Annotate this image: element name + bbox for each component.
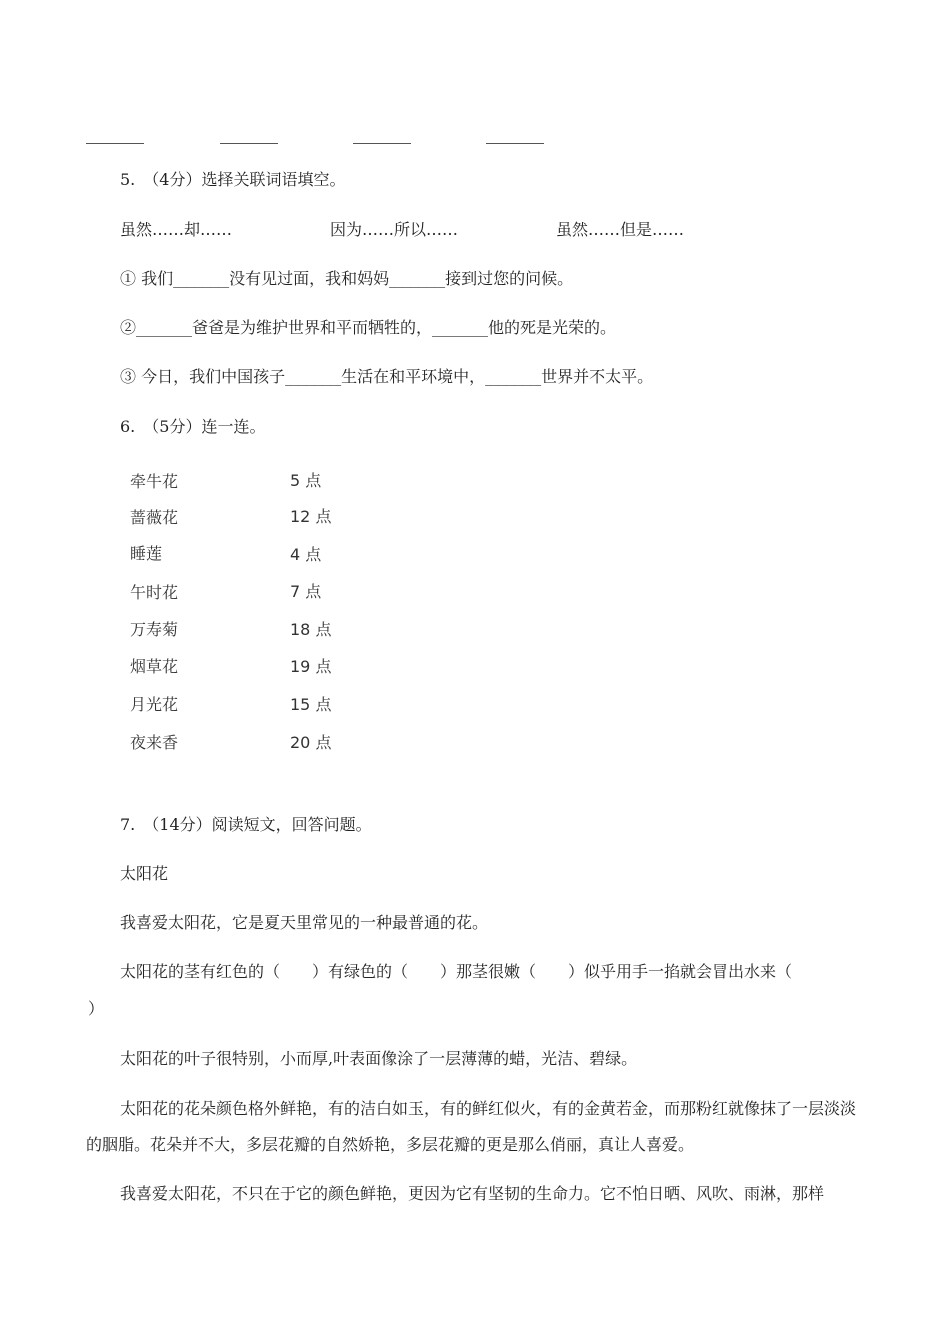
flower-item: 月光花 — [130, 695, 179, 714]
time-item: 5 点 — [290, 471, 322, 490]
answer-blank-3 — [353, 143, 411, 144]
time-item: 12 点 — [290, 507, 332, 526]
q5-sentence-3: ③ 今日，我们中国孩子_______生活在和平环境中，_______世界并不太平。 — [120, 367, 654, 386]
q5-option-1: 虽然……却…… — [120, 220, 233, 239]
passage-paragraph-2: 太阳花的茎有红色的（ ）有绿色的（ ）那茎很嫩（ ）似乎用手一掐就会冒出水来（ — [120, 962, 793, 981]
flower-item: 牵牛花 — [130, 472, 179, 491]
q5-option-3: 虽然……但是…… — [556, 220, 685, 239]
q5-sentence-1: ① 我们_______没有见过面，我和妈妈_______接到过您的问候。 — [120, 269, 574, 288]
passage-paragraph-3: 太阳花的叶子很特别，小而厚,叶表面像涂了一层薄薄的蜡，光洁、碧绿。 — [120, 1049, 638, 1068]
passage-title: 太阳花 — [120, 864, 169, 883]
time-item: 20 点 — [290, 733, 332, 752]
passage-paragraph-1: 我喜爱太阳花，它是夏天里常见的一种最普通的花。 — [120, 913, 489, 932]
passage-paragraph-2-cont: ） — [88, 999, 105, 1018]
answer-blank-4 — [486, 143, 544, 144]
passage-paragraph-5: 我喜爱太阳花，不只在于它的颜色鲜艳，更因为它有坚韧的生命力。它不怕日晒、风吹、雨淋，那样 — [120, 1184, 825, 1203]
q5-sentence-2: ②_______爸爸是为维护世界和平而牺牲的，_______他的死是光荣的。 — [120, 318, 617, 337]
time-item: 18 点 — [290, 620, 332, 639]
q7-header: 7. （14分）阅读短文，回答问题。 — [120, 815, 372, 834]
q5-header: 5. （4分）选择关联词语填空。 — [120, 170, 346, 189]
time-item: 19 点 — [290, 657, 332, 676]
time-item: 7 点 — [290, 582, 322, 601]
passage-paragraph-4: 太阳花的花朵颜色格外鲜艳，有的洁白如玉，有的鲜红似火，有的金黄若金，而那粉红就像抹了一层淡淡的胭脂。花朵并不大，多层花瓣的自然娇艳，多层花瓣的更是那么俏丽，真让人喜爱。 — [86, 1099, 857, 1154]
time-item: 15 点 — [290, 695, 332, 714]
flower-item: 夜来香 — [130, 733, 179, 752]
flower-item: 万寿菊 — [130, 620, 179, 639]
flower-item: 蔷薇花 — [130, 508, 179, 527]
answer-blank-1 — [86, 143, 144, 144]
flower-item: 睡莲 — [130, 544, 163, 563]
flower-item: 午时花 — [130, 583, 179, 602]
q5-option-2: 因为……所以…… — [330, 220, 459, 239]
flower-item: 烟草花 — [130, 657, 179, 676]
time-item: 4 点 — [290, 545, 322, 564]
q6-header: 6. （5分）连一连。 — [120, 417, 266, 436]
answer-blank-2 — [220, 143, 278, 144]
